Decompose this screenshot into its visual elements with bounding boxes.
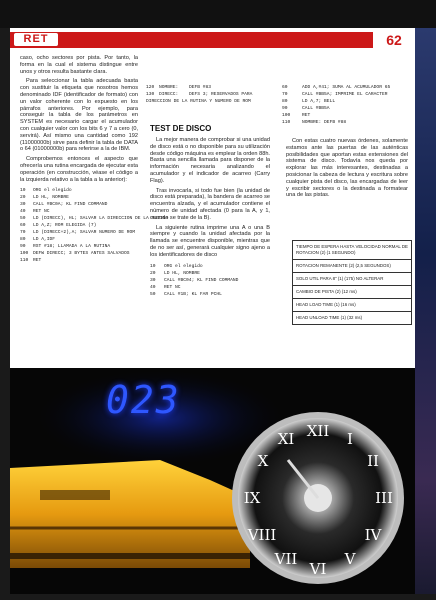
svg-text:VIII: VIII: [247, 526, 277, 544]
parameter-table: [292, 240, 412, 325]
clock-dial: [228, 408, 408, 588]
code-line: 30 CALL #BC04; KL FIND COMMAND: [150, 277, 239, 283]
table-row: TIEMPO DE ESPERA HASTA VELOCIDAD NORMAL DE ROTACION (2) (1 SEGUNDO): [293, 241, 411, 260]
table-row: ROTACION REMANENTE (2) (2,5 SEGUNDOS): [293, 260, 411, 273]
page-number: 62: [373, 32, 415, 48]
code-line: 40 RET NC: [20, 209, 50, 215]
ret-logo: RET: [14, 33, 58, 46]
magazine-page: [10, 28, 415, 594]
code-line: 110 NOMBRE: DEFB #88: [282, 120, 347, 125]
svg-text:V: V: [344, 550, 356, 568]
table-row: SOLO UTIL PARA 8" (1) (175) NO ALTERAR: [293, 273, 411, 286]
paragraph: Comprobemos entonces el aspecto que ofrecería una rutina encargada de ejecutar esta operación (en construcción, véase el código a la izquierda relativo a la tabla a la anterior):: [20, 156, 138, 183]
code-line: 90 RST #18; LLAMADA A LA RUTINA: [20, 244, 111, 250]
code-line: 30 CALL #BC0A; KL FIND COMMAND: [20, 202, 108, 208]
code-line: 40 RET NC: [150, 284, 181, 290]
code-line: 60 ADD A,#41; SUMA AL ACUMULADOR 65: [282, 85, 391, 90]
code-listing-2-top: [146, 84, 276, 105]
svg-text:XI: XI: [277, 430, 295, 448]
code-line: 50 LD (DIRECC), HL; SALVAR LA DIRECCION DE LA RUTINA: [20, 216, 169, 222]
code-line: 100 DEFW DIRECC; 3 BYTES ANTES SALVADOS: [20, 251, 130, 257]
code-line: 10 ORG el elegido: [20, 188, 72, 194]
code-line: 110 RET: [20, 258, 42, 264]
code-line: 10 ORG el elegido: [150, 263, 203, 269]
scan-border-top: [0, 0, 436, 28]
paragraph: Para seleccionar la tabla adecuada basta con sustituir la etiqueta que nosotros hemos denominado IDF (identificador de formato) con un valor coherente con lo expuesto en los párrafos anteriores. Por ejemplo, para conseguir la tabla de los parámetros en SYSTEM es necesario cargar el acumulador con cualquier valor con los bits 6 y 7 a cero (0, servirá). Así mismo una cantidad como 192 (11000000b) sirve para definir la tabla de DATA o 64 (01000000b) para referirse a la de IBM.: [20, 78, 138, 153]
code-line: 70 LD (DIRECC+2),A; SALVAR NUMERO DE ROM: [20, 230, 135, 236]
column-2: [150, 124, 270, 298]
scan-border-right: [415, 28, 436, 594]
header-bar: [10, 32, 415, 48]
paragraph: Tras invocarla, si todo fue bien (la unidad de disco está preparada), la bandera de acarreo se encuentra alzada, y el acumulador contiene el número de unidad afectada (0 para la A, y 1, cuando se trate de la B).: [150, 187, 270, 221]
code-line: 80 LD A,7; BELL: [282, 99, 336, 104]
paragraph: La mejor manera de comprobar si una unidad de disco está o no disponible para su utilización desde código máquina es emplear la orden 88h. Basta una sencilla llamada para disponer de la información necesaria analizando el acumulador y el indicador de acarreo (Carry Flag).: [150, 137, 270, 184]
code-line: 80 LD A,IDF: [20, 237, 56, 243]
code-line: 130 DIRECC: DEFS 3; RESERVADOS PARA DIRECCION DE LA RUTINA Y NUMERO DE ROM: [146, 92, 253, 104]
svg-text:IV: IV: [364, 526, 382, 544]
column-3: [286, 138, 408, 202]
paragraph: Con estas cuatro nuevas órdenes, solamente estamos ante las puertas de las auténticas posibilidades que aportan estas extensiones del sistema de disco. Todavía nos queda por explorar las más interesantes, destinadas a posicionar la cabeza de lectura y escritura sobre cualquier pista del disco, las encargadas de leer y escribir sectores o la destinada a formatear una de las pistas.: [286, 138, 408, 199]
code-listing-3: [150, 263, 270, 298]
svg-text:VI: VI: [309, 560, 327, 578]
svg-text:I: I: [347, 430, 353, 448]
digital-display: 023: [106, 378, 181, 422]
code-line: 90 CALL #BB5A: [282, 106, 330, 111]
svg-text:IX: IX: [243, 489, 261, 507]
code-line: 60 LD A,Z; ROM ELEGIDA (7): [20, 223, 97, 229]
paragraph: caso, ocho sectores por pista. Por tanto, la forma en la cual el sistema distingue entre unos y otros resulta bastante clara.: [20, 55, 138, 75]
svg-text:II: II: [367, 452, 379, 470]
table-row: HEAD LOAD TIME (1) (16 ms): [293, 299, 411, 312]
table-row: CAMBIO DE PISTA (2) (12 ms): [293, 286, 411, 299]
section-heading: TEST DE DISCO: [150, 124, 212, 133]
code-line: 100 RET: [282, 113, 311, 118]
illustration-photo: [10, 368, 415, 594]
column-1: [20, 55, 169, 264]
table-row: HEAD UNLOAD TIME (1) (32 ms): [296, 315, 363, 320]
paragraph: La siguiente rutina imprime una A o una B siempre y cuando la unidad afectada por la llamada se encuentre disponible, mientras que de no ser así, generará cualquier signo ajeno a los identificadores de disco: [150, 224, 270, 258]
svg-text:XII: XII: [306, 422, 330, 440]
svg-text:III: III: [375, 489, 393, 507]
code-line: 120 NOMBRE: DEFB #83: [146, 85, 212, 90]
code-listing-4-top: [282, 84, 410, 126]
svg-text:VII: VII: [274, 550, 298, 568]
code-line: 70 CALL #BB5A; IMPRIME EL CARACTER: [282, 92, 388, 97]
code-listing-1: [20, 187, 169, 264]
svg-text:X: X: [257, 452, 269, 470]
code-line: 20 LD HL, NOMBRE: [150, 270, 200, 276]
code-line: 50 CALL #1B; KL FAR PCHL: [150, 291, 222, 297]
code-line: 20 LD HL, NOMBRE: [20, 195, 69, 201]
